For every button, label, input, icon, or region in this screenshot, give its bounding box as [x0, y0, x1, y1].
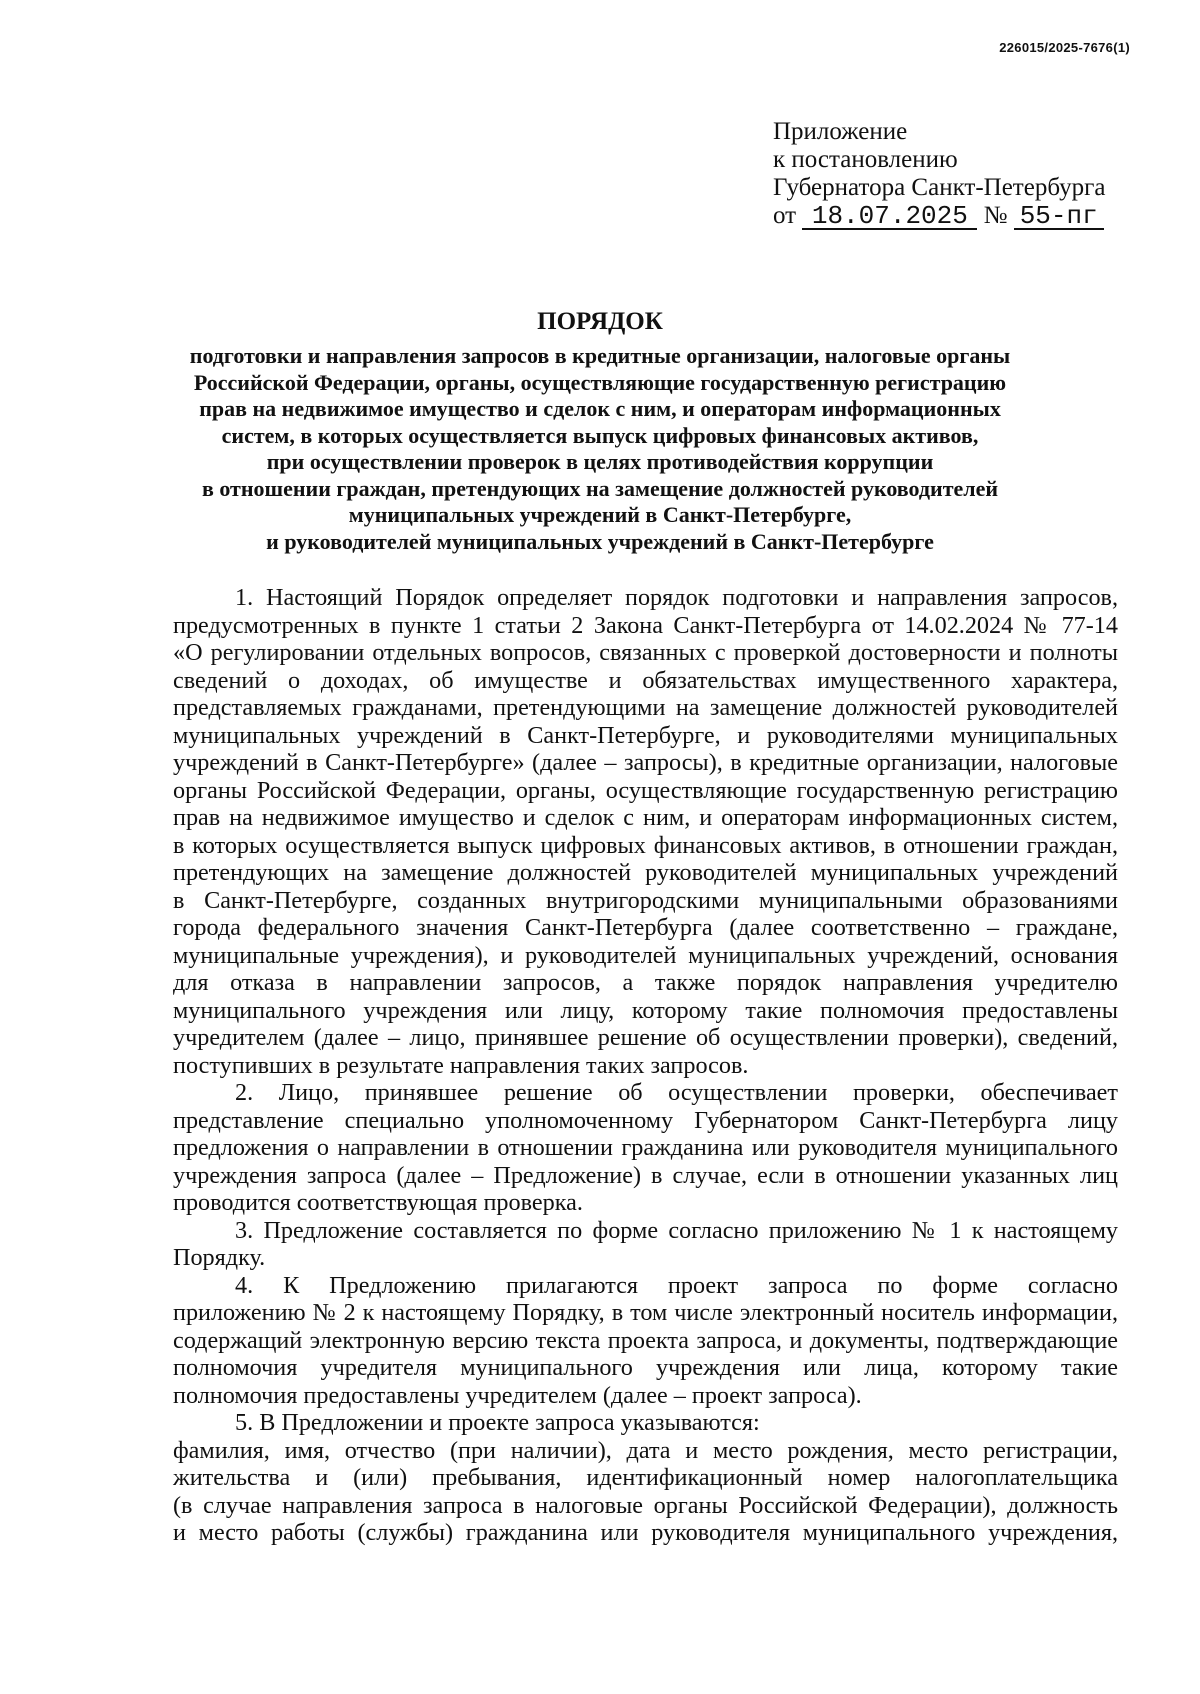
appendix-line: к постановлению	[773, 146, 958, 173]
body-line: в которых осуществляется выпуск цифровых финансовых активов, в отношении граждан,	[173, 831, 1118, 859]
body-line: прав на недвижимое имущество и сделок с ним, и операторам информационных систем,	[173, 804, 1118, 831]
body-line: представляемых гражданами, претендующими на замещение должностей руководителей	[173, 694, 1118, 721]
subtitle-line: Российской Федерации, органы, осуществляющие государственную регистрацию	[193, 369, 1007, 395]
body-line: предусмотренных в пункте 1 статьи 2 Закона Санкт-Петербурга от 14.02.2024 № 77-14	[173, 611, 1118, 639]
body-line: поступивших в результате направления таких запросов.	[173, 1051, 749, 1079]
document-title: ПОРЯДОК	[537, 308, 663, 335]
document-registration-number: 226015/2025-7676(1)	[999, 40, 1130, 55]
number-prefix: №	[983, 202, 1008, 229]
appendix-line: Приложение	[773, 118, 908, 145]
date-prefix: от	[773, 202, 797, 229]
body-line: фамилия, имя, отчество (при наличии), дата и место рождения, место регистрации,	[173, 1436, 1118, 1464]
body-line: полномочия предоставлены учредителем (далее – проект запроса).	[173, 1381, 862, 1409]
body-line: жительства и (или) пребывания, идентификационный номер налогоплательщика	[173, 1464, 1118, 1491]
body-line: (в случае направления запроса в налоговые органы Российской Федерации), должность	[173, 1491, 1118, 1519]
body-line: 3. Предложение составляется по форме согласно приложению № 1 к настоящему	[235, 1216, 1118, 1244]
subtitle-line: систем, в которых осуществляется выпуск цифровых финансовых активов,	[221, 422, 979, 448]
body-line: «О регулировании отдельных вопросов, связанных с проверкой достоверности и полноты	[173, 639, 1118, 666]
document-body	[173, 584, 1118, 1547]
document-subtitle	[140, 343, 1060, 555]
body-line: муниципальные учреждения), и руководителей муниципальных учреждений, основания	[173, 941, 1118, 969]
appendix-date-line	[773, 202, 1105, 230]
body-line: 5. В Предложении и проекте запроса указываются:	[235, 1409, 760, 1436]
body-line: муниципального учреждения или лицу, которому такие полномочия предоставлены	[173, 996, 1118, 1024]
body-line: учреждения запроса (далее – Предложение) в случае, если в отношении указанных лиц	[173, 1161, 1118, 1189]
body-line: органы Российской Федерации, органы, осуществляющие государственную регистрацию	[173, 776, 1118, 804]
subtitle-line: и руководителей муниципальных учреждений в Санкт-Петербурге	[266, 528, 934, 554]
body-line: учреждений в Санкт-Петербурге» (далее – запросы), в кредитные организации, налоговые	[173, 749, 1118, 776]
body-line: полномочия учредителя муниципального учреждения или лица, которому такие	[173, 1354, 1118, 1381]
body-line: и место работы (службы) гражданина или руководителя муниципального учреждения,	[173, 1519, 1118, 1546]
body-line: в Санкт-Петербурге, созданных внутригородскими муниципальными образованиями	[173, 886, 1118, 914]
appendix-line: Губернатора Санкт-Петербурга	[773, 174, 1106, 201]
body-line: 2. Лицо, принявшее решение об осуществлении проверки, обеспечивает	[235, 1079, 1118, 1106]
body-line: для отказа в направлении запросов, а также порядок направления учредителю	[173, 969, 1118, 996]
body-line: учредителем (далее – лицо, принявшее решение об осуществлении проверки), сведений,	[173, 1024, 1118, 1051]
body-line: сведений о доходах, об имуществе и обязательствах имущественного характера,	[173, 666, 1118, 694]
body-line: города федерального значения Санкт-Петербурга (далее соответственно – граждане,	[173, 914, 1118, 941]
resolution-date: 18.07.2025	[802, 204, 977, 230]
subtitle-line: прав на недвижимое имущество и сделок с ним, и операторам информационных	[199, 396, 1001, 421]
appendix-block	[773, 118, 1105, 230]
subtitle-line: подготовки и направления запросов в кредитные организации, налоговые органы	[189, 343, 1011, 368]
subtitle-line: муниципальных учреждений в Санкт-Петербурге,	[348, 502, 852, 527]
body-line: приложению № 2 к настоящему Порядку, в том числе электронный носитель информации,	[173, 1299, 1118, 1326]
body-line: 4. К Предложению прилагаются проект запроса по форме согласно	[235, 1271, 1118, 1299]
resolution-number: 55-пг	[1014, 204, 1104, 230]
body-line: муниципальных учреждений в Санкт-Петербурге, и руководителями муниципальных	[173, 721, 1118, 749]
body-line: проводится соответствующая проверка.	[173, 1189, 583, 1216]
body-line: Порядку.	[173, 1244, 266, 1271]
body-line: представление специально уполномоченному Губернатором Санкт-Петербурга лицу	[173, 1106, 1118, 1134]
body-line: претендующих на замещение должностей руководителей муниципальных учреждений	[173, 859, 1118, 886]
body-line: 1. Настоящий Порядок определяет порядок подготовки и направления запросов,	[235, 584, 1118, 611]
body-line: предложения о направлении в отношении гражданина или руководителя муниципального	[173, 1134, 1118, 1161]
subtitle-line: в отношении граждан, претендующих на замещение должностей руководителей	[201, 475, 999, 501]
subtitle-line: при осуществлении проверок в целях противодействия коррупции	[266, 449, 934, 474]
body-line: содержащий электронную версию текста проекта запроса, и документы, подтверждающие	[173, 1326, 1118, 1354]
